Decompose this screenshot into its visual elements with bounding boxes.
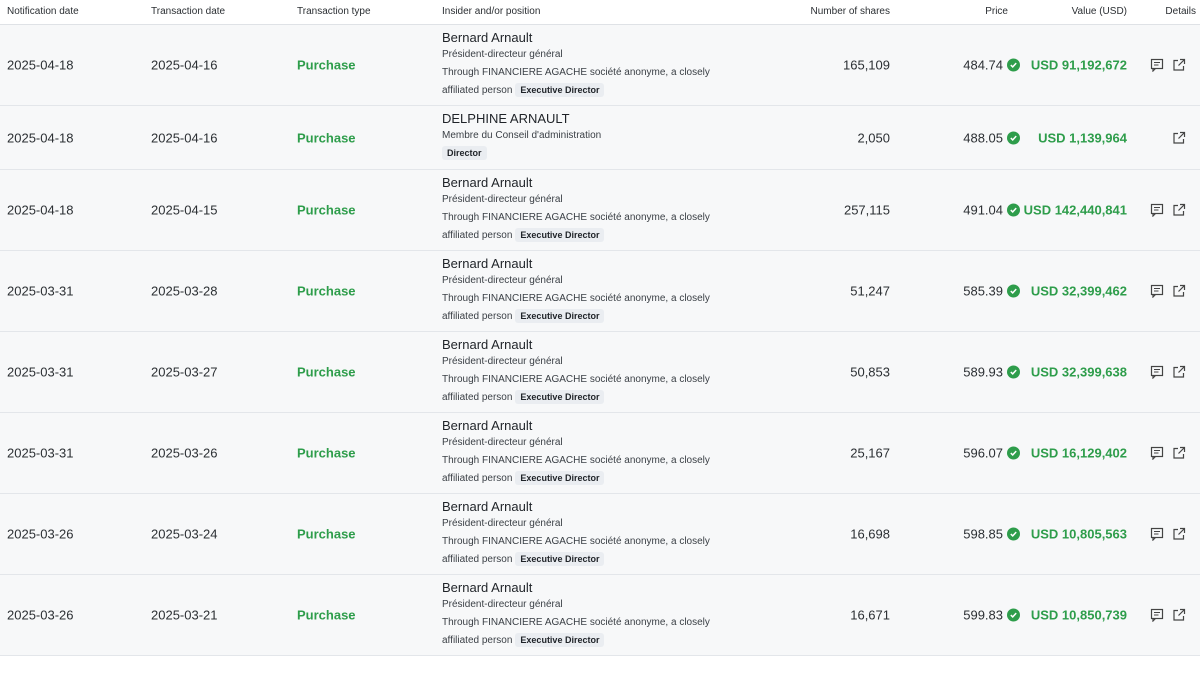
transaction-date: 2025-03-26 [151,445,218,461]
insider-position: Président-directeur général [442,437,563,448]
role-badge: Executive Director [515,633,604,647]
shares-count: 25,167 [850,445,890,461]
table-row [0,106,1200,170]
value-usd: USD 10,805,563 [1030,526,1127,542]
check-circle-icon [1007,609,1020,622]
role-badge: Executive Director [515,471,604,485]
header-price[interactable]: Price [985,6,1008,17]
external-link-icon[interactable] [1172,365,1186,379]
transaction-type: Purchase [297,57,356,73]
insider-affiliated: affiliated person [442,635,513,646]
insider-affiliated-line [442,82,782,100]
transaction-date: 2025-04-16 [151,57,218,73]
external-link-icon[interactable] [1172,58,1186,72]
role-badge: Director [442,146,487,160]
table-row [0,25,1200,106]
value-usd: USD 142,440,841 [1023,202,1127,218]
insider-name: Bernard Arnault [442,256,533,271]
insider-affiliated-line [442,227,782,245]
comment-icon[interactable] [1150,446,1164,460]
details-cell [1150,284,1186,298]
price-cell [963,608,1020,623]
insider-name: Bernard Arnault [442,418,533,433]
insider-affiliated-line [442,551,782,569]
header-value[interactable]: Value (USD) [1071,6,1127,17]
notification-date: 2025-03-26 [7,526,74,542]
price-value: 599.83 [963,607,1003,623]
check-circle-icon [1007,59,1020,72]
comment-icon[interactable] [1150,608,1164,622]
insider-affiliated-line [442,389,782,407]
price-cell [963,527,1020,542]
insider-affiliated-line [442,308,782,326]
insider-position: Président-directeur général [442,599,563,610]
insider-cell [442,337,782,407]
transaction-type: Purchase [297,364,356,380]
insider-through: Through FINANCIERE AGACHE société anonyme, a closely [442,455,710,466]
table-row [0,332,1200,413]
shares-count: 2,050 [857,130,890,145]
transaction-date: 2025-03-21 [151,607,218,623]
transaction-type: Purchase [297,607,356,623]
price-cell [963,130,1020,145]
transaction-date: 2025-04-16 [151,130,218,145]
insider-through: Through FINANCIERE AGACHE société anonyme, a closely [442,374,710,385]
insider-cell [442,499,782,569]
shares-count: 16,671 [850,607,890,623]
details-cell [1150,608,1186,622]
table-row [0,494,1200,575]
insider-badge-line [442,145,782,163]
insider-through: Through FINANCIERE AGACHE société anonyme, a closely [442,293,710,304]
external-link-icon[interactable] [1172,131,1186,145]
external-link-icon[interactable] [1172,284,1186,298]
details-cell [1172,131,1186,145]
table-row [0,251,1200,332]
table-row [0,170,1200,251]
role-badge: Executive Director [515,390,604,404]
insider-name: Bernard Arnault [442,499,533,514]
insider-position: Membre du Conseil d'administration [442,130,602,141]
check-circle-icon [1007,131,1020,144]
price-value: 484.74 [963,57,1003,73]
insider-position: Président-directeur général [442,356,563,367]
header-details: Details [1165,6,1196,17]
check-circle-icon [1007,447,1020,460]
value-usd: USD 91,192,672 [1030,57,1127,73]
check-circle-icon [1007,285,1020,298]
role-badge: Executive Director [515,83,604,97]
header-transaction-type[interactable]: Transaction type [297,6,371,17]
details-cell [1150,446,1186,460]
transaction-type: Purchase [297,202,356,218]
insider-name: DELPHINE ARNAULT [442,111,570,126]
comment-icon[interactable] [1150,203,1164,217]
role-badge: Executive Director [515,228,604,242]
price-value: 598.85 [963,526,1003,542]
header-insider[interactable]: Insider and/or position [442,6,541,17]
insider-affiliated: affiliated person [442,85,513,96]
details-cell [1150,527,1186,541]
price-value: 491.04 [963,202,1003,218]
shares-count: 16,698 [850,526,890,542]
shares-count: 51,247 [850,283,890,299]
transaction-type: Purchase [297,526,356,542]
external-link-icon[interactable] [1172,446,1186,460]
insider-affiliated-line [442,470,782,488]
price-cell [963,284,1020,299]
comment-icon[interactable] [1150,284,1164,298]
price-cell [963,446,1020,461]
insider-affiliated: affiliated person [442,554,513,565]
shares-count: 257,115 [843,202,890,218]
external-link-icon[interactable] [1172,608,1186,622]
insider-affiliated-line [442,632,782,650]
transaction-type: Purchase [297,130,356,145]
insider-cell [442,256,782,326]
insider-affiliated: affiliated person [442,311,513,322]
notification-date: 2025-03-31 [7,283,74,299]
insider-through: Through FINANCIERE AGACHE société anonyme, a closely [442,212,710,223]
comment-icon[interactable] [1150,365,1164,379]
details-cell [1150,58,1186,72]
insider-through: Through FINANCIERE AGACHE société anonyme, a closely [442,67,710,78]
shares-count: 50,853 [850,364,890,380]
insider-position: Président-directeur général [442,518,563,529]
price-cell [963,58,1020,73]
notification-date: 2025-03-31 [7,445,74,461]
check-circle-icon [1007,204,1020,217]
insider-position: Président-directeur général [442,194,563,205]
insider-name: Bernard Arnault [442,337,533,352]
insider-cell [442,175,782,245]
value-usd: USD 10,850,739 [1030,607,1127,623]
comment-icon[interactable] [1150,527,1164,541]
header-transaction-date[interactable]: Transaction date [151,6,226,17]
insider-cell [442,418,782,488]
notification-date: 2025-03-26 [7,607,74,623]
insider-position: Président-directeur général [442,275,563,286]
check-circle-icon [1007,366,1020,379]
header-shares[interactable]: Number of shares [810,6,890,17]
role-badge: Executive Director [515,309,604,323]
price-cell [963,365,1020,380]
value-usd: USD 1,139,964 [1038,130,1127,145]
shares-count: 165,109 [843,57,890,73]
table-row [0,575,1200,656]
price-value: 585.39 [963,283,1003,299]
insider-cell [442,580,782,650]
role-badge: Executive Director [515,552,604,566]
insider-position: Président-directeur général [442,49,563,60]
insider-name: Bernard Arnault [442,175,533,190]
external-link-icon[interactable] [1172,203,1186,217]
price-cell [963,203,1020,218]
details-cell [1150,203,1186,217]
insider-affiliated: affiliated person [442,230,513,241]
price-value: 596.07 [963,445,1003,461]
table-header [0,0,1200,25]
table-row [0,413,1200,494]
value-usd: USD 16,129,402 [1030,445,1127,461]
transaction-type: Purchase [297,283,356,299]
insider-affiliated: affiliated person [442,392,513,403]
price-value: 488.05 [963,130,1003,145]
value-usd: USD 32,399,462 [1030,283,1127,299]
comment-icon[interactable] [1150,58,1164,72]
transaction-type: Purchase [297,445,356,461]
insider-through: Through FINANCIERE AGACHE société anonyme, a closely [442,536,710,547]
details-cell [1150,365,1186,379]
check-circle-icon [1007,528,1020,541]
transaction-date: 2025-04-15 [151,202,218,218]
table-body [0,25,1200,656]
transaction-date: 2025-03-24 [151,526,218,542]
value-usd: USD 32,399,638 [1030,364,1127,380]
transaction-date: 2025-03-28 [151,283,218,299]
notification-date: 2025-04-18 [7,130,74,145]
transaction-date: 2025-03-27 [151,364,218,380]
notification-date: 2025-03-31 [7,364,74,380]
notification-date: 2025-04-18 [7,202,74,218]
insider-name: Bernard Arnault [442,580,533,595]
price-value: 589.93 [963,364,1003,380]
insider-cell [442,30,782,100]
header-notification-date[interactable]: Notification date [7,6,79,17]
notification-date: 2025-04-18 [7,57,74,73]
external-link-icon[interactable] [1172,527,1186,541]
insider-name: Bernard Arnault [442,30,533,45]
insider-cell [442,111,782,163]
insider-through: Through FINANCIERE AGACHE société anonyme, a closely [442,617,710,628]
insider-affiliated: affiliated person [442,473,513,484]
